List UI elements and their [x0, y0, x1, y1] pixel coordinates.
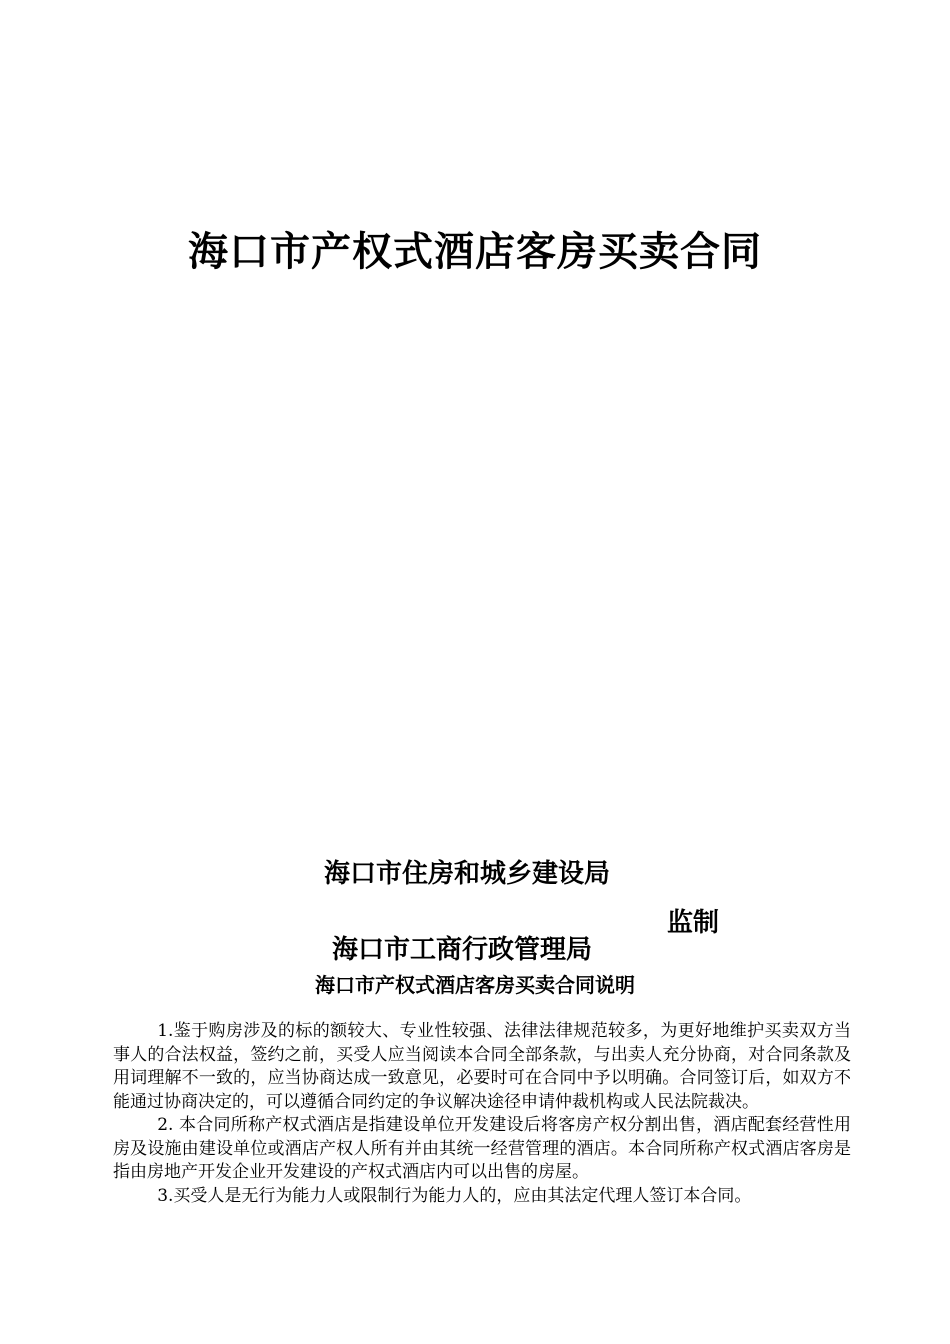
notes-title: 海口市产权式酒店客房买卖合同说明 — [315, 973, 635, 997]
note-paragraph-1: 1.鉴于购房涉及的标的额较大、专业性较强、法律法律规范较多，为更好地维护买卖双方当事人的合法权益，签约之前，买受人应当阅读本合同全部条款，与出卖人充分协商，对合同条款及用词理解不一致的，应当协商达成一致意见，必要时可在合同中予以明确。合同签订后，如双方不能通过协商决定的，可以遵循合同约定的争议解决途径申请仲裁机构或人民法院裁决。 — [113, 1021, 851, 1112]
authority-housing-bureau: 海口市住房和城乡建设局 — [324, 859, 611, 889]
authority-commerce-bureau: 海口市工商行政管理局 — [332, 935, 593, 965]
supervise-label: 监制 — [667, 908, 720, 938]
note-paragraph-3: 3.买受人是无行为能力人或限制行为能力人的，应由其法定代理人签订本合同。 — [157, 1185, 752, 1206]
notes-body — [113, 1020, 851, 1208]
document-title: 海口市产权式酒店客房买卖合同 — [188, 229, 762, 275]
note-paragraph-2: 2. 本合同所称产权式酒店是指建设单位开发建设后将客房产权分割出售，酒店配套经营性用房及设施由建设单位或酒店产权人所有并由其统一经营管理的酒店。本合同所称产权式酒店客房是指由房地产开发企业开发建设的产权式酒店内可以出售的房屋。 — [113, 1115, 851, 1182]
